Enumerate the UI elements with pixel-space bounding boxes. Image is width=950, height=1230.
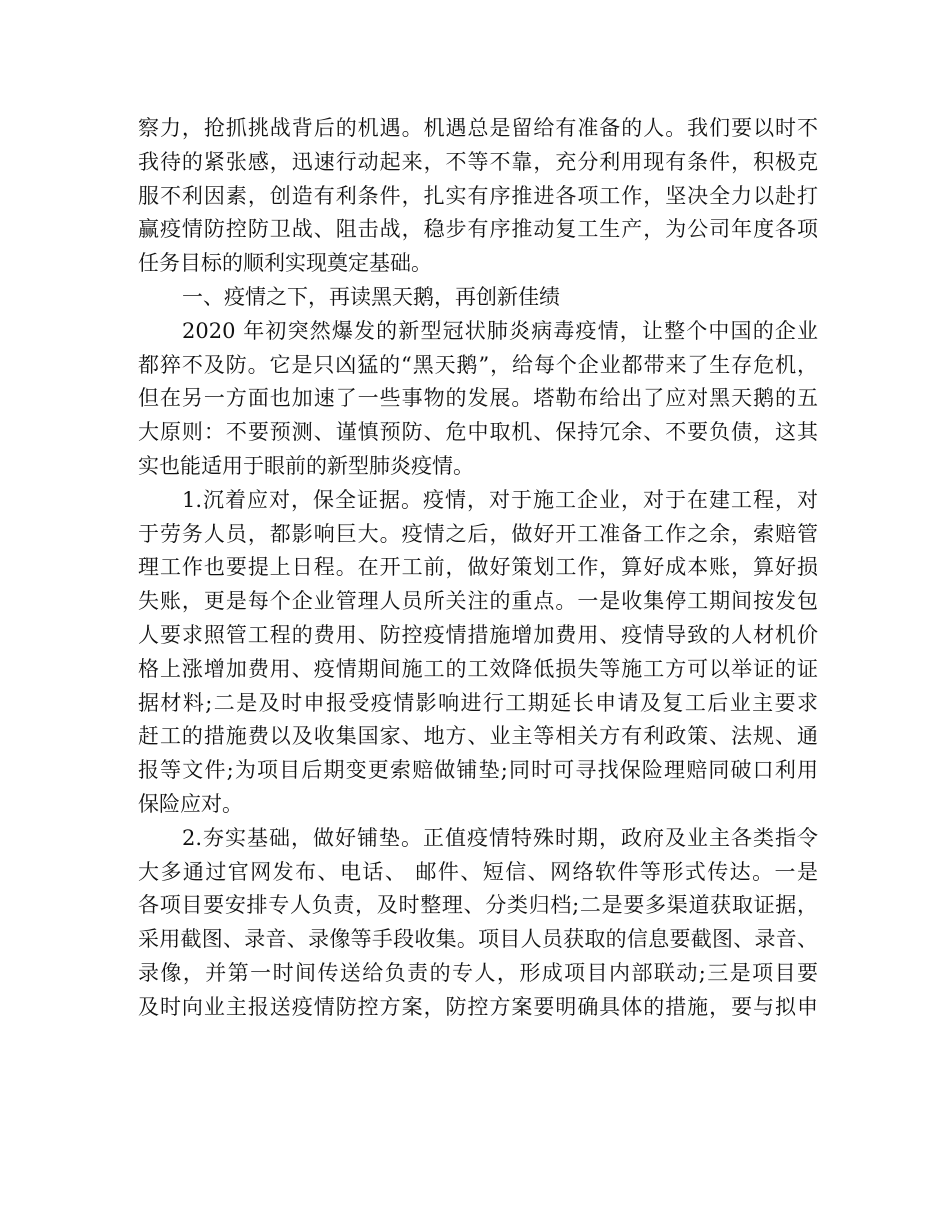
text-line: 2.夯实基础，做好铺垫。正值疫情特殊时期，政府及业主各类指令 bbox=[182, 825, 818, 850]
text-line: 大多通过官网发布、电话、 邮件、短信、网络软件等形式传达。一是 bbox=[138, 859, 818, 884]
text-line: 保险应对。 bbox=[138, 791, 243, 816]
text-line: 察力，抢抓挑战背后的机遇。机遇总是留给有准备的人。我们要以时不 bbox=[138, 116, 818, 140]
text-line: 于劳务人员，都影响巨大。疫情之后，做好开工准备工作之余，索赔管 bbox=[138, 521, 818, 546]
text-line: 大原则：不要预测、谨慎预防、危中取机、保持冗余、不要负债，这其 bbox=[138, 420, 818, 445]
text-line: 我待的紧张感，迅速行动起来，不等不靠，充分利用现有条件，积极克 bbox=[138, 149, 818, 174]
text-line: 但在另一方面也加速了一些事物的发展。塔勒布给出了应对黑天鹅的五 bbox=[138, 386, 818, 411]
text-line: 报等文件;为项目后期变更索赔做铺垫;同时可寻找保险理赔同破口利用 bbox=[138, 758, 818, 783]
text-line: 都猝不及防。它是只凶猛的“黑天鹅”，给每个企业都带来了生存危机， bbox=[138, 352, 818, 377]
text-line: 理工作也要提上日程。在开工前，做好策划工作，算好成本账，算好损 bbox=[138, 555, 818, 580]
text-line: 1.沉着应对，保全证据。疫情，对于施工企业，对于在建工程，对 bbox=[182, 487, 818, 512]
text-line: 各项目要安排专人负责，及时整理、分类归档;二是要多渠道获取证据， bbox=[138, 893, 818, 918]
text-line: 据材料;二是及时申报受疫情影响进行工期延长申请及复工后业主要求 bbox=[138, 690, 818, 715]
text-line: 任务目标的顺利实现奠定基础。 bbox=[138, 251, 432, 276]
text-line: 失账，更是每个企业管理人员所关注的重点。一是收集停工期间按发包 bbox=[138, 589, 818, 614]
text-line: 实也能适用于眼前的新型肺炎疫情。 bbox=[138, 453, 474, 478]
text-line: 一、疫情之下，再读黑天鹅，再创新佳绩 bbox=[182, 284, 560, 309]
text-line: 服不利因素，创造有利条件，扎实有序推进各项工作，坚决全力以赴打 bbox=[138, 183, 818, 208]
text-line: 2020 年初突然爆发的新型冠状肺炎病毒疫情，让整个中国的企业 bbox=[182, 318, 818, 343]
document-body bbox=[138, 112, 818, 1025]
text-line: 格上涨增加费用、疫情期间施工的工效降低损失等施工方可以举证的证 bbox=[138, 656, 818, 681]
text-line: 人要求照管工程的费用、防控疫情措施增加费用、疫情导致的人材机价 bbox=[138, 622, 818, 647]
text-line: 及时向业主报送疫情防控方案，防控方案要明确具体的措施，要与拟申 bbox=[138, 994, 818, 1019]
text-line: 录像，并第一时间传送给负责的专人，形成项目内部联动;三是项目要 bbox=[138, 960, 818, 985]
text-line: 赢疫情防控防卫战、阻击战，稳步有序推动复工生产，为公司年度各项 bbox=[138, 217, 818, 242]
text-line: 赶工的措施费以及收集国家、地方、业主等相关方有利政策、法规、通 bbox=[138, 724, 818, 749]
text-line: 采用截图、录音、录像等手段收集。项目人员获取的信息要截图、录音、 bbox=[138, 927, 818, 952]
